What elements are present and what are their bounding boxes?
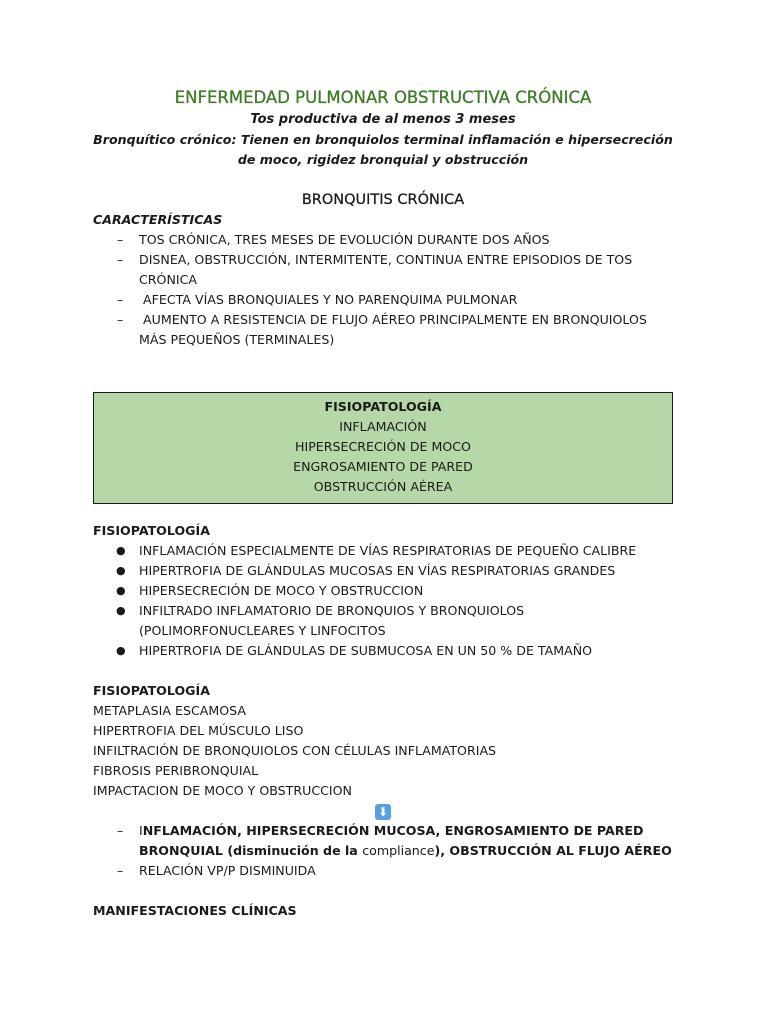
dash-marker: – bbox=[117, 312, 124, 327]
bullet-marker: ● bbox=[116, 584, 126, 597]
down-arrow-icon: ⬇ bbox=[375, 804, 391, 820]
list-item-text: DISNEA, OBSTRUCCIÓN, INTERMITENTE, CONTINUA ENTRE EPISODIOS DE TOS CRÓNICA bbox=[139, 252, 633, 287]
list-item-text: RELACIÓN VP/P DISMINUIDA bbox=[139, 863, 316, 878]
list-item-text: INFILTRADO INFLAMATORIO DE BRONQUIOS Y BRONQUIOLOS (POLIMORFONUCLEARES Y LINFOCITOS bbox=[139, 603, 525, 638]
list-item bbox=[93, 290, 673, 310]
dash-marker: – bbox=[117, 863, 124, 878]
list-item-text: INFLAMACIÓN ESPECIALMENTE DE VÍAS RESPIRATORIAS DE PEQUEÑO CALIBRE bbox=[139, 543, 637, 558]
document-title: ENFERMEDAD PULMONAR OBSTRUCTIVA CRÓNICA bbox=[174, 88, 592, 107]
down-arrow-row bbox=[93, 801, 673, 821]
fisiopatologia-summary-box bbox=[93, 392, 673, 504]
fisio-line: METAPLASIA ESCAMOSA bbox=[93, 703, 246, 718]
list-item bbox=[93, 861, 673, 881]
box-heading: FISIOPATOLOGÍA bbox=[324, 399, 442, 414]
list-item bbox=[93, 641, 673, 661]
dash-marker: – bbox=[117, 252, 124, 267]
list-item bbox=[93, 821, 673, 861]
dash-marker: – bbox=[117, 232, 124, 247]
box-line: ENGROSAMIENTO DE PARED bbox=[293, 459, 473, 474]
list-item bbox=[93, 541, 673, 561]
box-line: INFLAMACIÓN bbox=[339, 419, 427, 434]
list-item bbox=[93, 250, 673, 290]
result-text-compliance: compliance bbox=[362, 843, 435, 858]
fisio-result-list bbox=[93, 821, 673, 881]
fisiopatologia-bullet-list bbox=[93, 541, 673, 661]
list-item bbox=[93, 230, 673, 250]
dash-marker: – bbox=[117, 292, 124, 307]
list-item bbox=[93, 601, 673, 641]
document-subtitle: Tos productiva de al menos 3 meses bbox=[250, 112, 516, 127]
list-item bbox=[93, 310, 673, 350]
section-title: BRONQUITIS CRÓNICA bbox=[301, 192, 465, 208]
bullet-marker: ● bbox=[116, 544, 126, 557]
characteristics-label: CARACTERÍSTICAS bbox=[93, 212, 223, 227]
list-item-text: HIPERSECRECIÓN DE MOCO Y OBSTRUCCION bbox=[139, 583, 424, 598]
bullet-marker: ● bbox=[116, 604, 126, 617]
result-text-part3: ), OBSTRUCCIÓN AL FLUJO AÉREO bbox=[434, 843, 672, 858]
box-line: OBSTRUCCIÓN AÉREA bbox=[313, 479, 453, 494]
dash-marker: – bbox=[117, 823, 124, 838]
list-item-text: AUMENTO A RESISTENCIA DE FLUJO AÉREO PRINCIPALMENTE EN BRONQUIOLOS MÁS PEQUEÑOS (TERMINALES) bbox=[139, 312, 651, 347]
fisio-line: IMPACTACION DE MOCO Y OBSTRUCCION bbox=[93, 783, 352, 798]
manifestations-heading: MANIFESTACIONES CLÍNICAS bbox=[93, 903, 297, 918]
fisio-line: INFILTRACIÓN DE BRONQUIOLOS CON CÉLULAS INFLAMATORIAS bbox=[93, 743, 497, 758]
list-item-text: AFECTA VÍAS BRONQUIALES Y NO PARENQUIMA PULMONAR bbox=[139, 292, 518, 307]
fisio-line: HIPERTROFIA DEL MÚSCULO LISO bbox=[93, 723, 304, 738]
bullet-marker: ● bbox=[116, 564, 126, 577]
characteristics-list bbox=[93, 230, 673, 350]
fisio-line: FIBROSIS PERIBRONQUIAL bbox=[93, 763, 259, 778]
box-line: HIPERSECRECIÓN DE MOCO bbox=[295, 439, 471, 454]
intro-paragraph: Bronquítico crónico: Tienen en bronquiolos terminal inflamación e hipersecreción de moco, rigidez bronquial y obstrucción bbox=[93, 132, 673, 167]
list-item-text: HIPERTROFIA DE GLÁNDULAS DE SUBMUCOSA EN UN 50 % DE TAMAÑO bbox=[139, 643, 593, 658]
document-page bbox=[93, 86, 673, 921]
list-item-text: HIPERTROFIA DE GLÁNDULAS MUCOSAS EN VÍAS RESPIRATORIAS GRANDES bbox=[139, 563, 616, 578]
result-text-part1: NFLAMACIÓN, HIPERSECRECIÓN MUCOSA, ENGROSAMIENTO DE PARED BRONQUIAL (disminución de la bbox=[139, 823, 644, 858]
fisiopatologia-heading-2: FISIOPATOLOGÍA bbox=[93, 683, 210, 698]
list-item bbox=[93, 581, 673, 601]
list-item bbox=[93, 561, 673, 581]
fisiopatologia-heading-1: FISIOPATOLOGÍA bbox=[93, 523, 210, 538]
list-item-text: TOS CRÓNICA, TRES MESES DE EVOLUCIÓN DURANTE DOS AÑOS bbox=[139, 232, 550, 247]
result-text bbox=[139, 823, 672, 858]
result-text-first-letter: I bbox=[139, 823, 143, 838]
bullet-marker: ● bbox=[116, 644, 126, 657]
